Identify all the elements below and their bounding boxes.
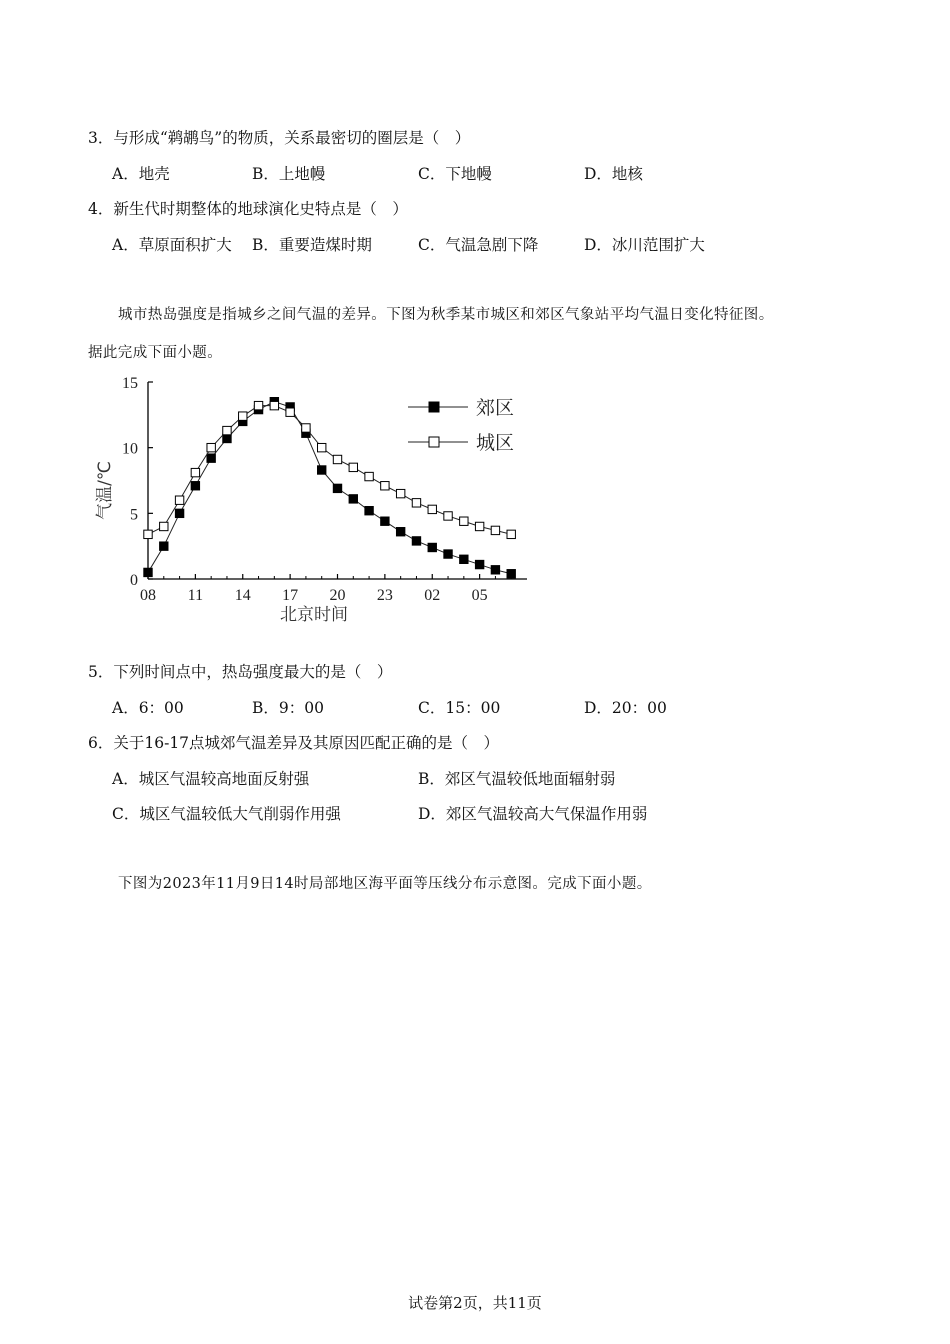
series-line-suburb [148, 402, 511, 574]
x-tick-label: 11 [187, 587, 204, 604]
q4-option-a[interactable]: A．草原面积扩大 [112, 236, 232, 254]
legend-label: 城区 [476, 432, 515, 454]
x-tick-label: 08 [140, 587, 156, 604]
x-axis-label: 北京时间 [280, 605, 348, 625]
urban-data-point [428, 505, 436, 513]
urban-data-point [475, 522, 483, 530]
suburb-data-point [491, 566, 499, 574]
urban-data-point [302, 424, 310, 432]
urban-data-point [270, 401, 278, 409]
suburb-data-point [396, 528, 404, 536]
suburb-data-point [507, 570, 515, 578]
suburb-data-point [160, 542, 168, 550]
suburb-data-point [223, 434, 231, 442]
question-4-stem: 4．新生代时期整体的地球演化史特点是（ ） [88, 200, 408, 218]
question-3-stem: 3．与形成“鹈鹕鸟”的物质，关系最密切的圈层是（ ） [88, 129, 471, 147]
y-tick-label: 0 [130, 572, 138, 589]
y-tick-label: 15 [122, 375, 138, 392]
urban-data-point [412, 499, 420, 507]
urban-data-point [144, 530, 152, 538]
intro-paragraph-line-1: 城市热岛强度是指城乡之间气温的差异。下图为秋季某市城区和郊区气象站平均气温日变化特征图。 [118, 307, 774, 323]
y-axis-label: 气温/℃ [95, 461, 115, 520]
urban-data-point [254, 401, 262, 409]
y-tick-label: 10 [122, 440, 138, 458]
suburb-data-point [318, 466, 326, 474]
suburb-data-point [428, 543, 436, 551]
x-tick-label: 17 [282, 587, 299, 604]
urban-data-point [349, 463, 357, 471]
urban-data-point [191, 468, 199, 476]
q3-option-a[interactable]: A．地壳 [112, 165, 170, 183]
x-tick-label: 20 [329, 587, 346, 604]
urban-data-point [491, 526, 499, 534]
urban-data-point [223, 426, 231, 434]
urban-data-point [507, 530, 515, 538]
suburb-data-point [381, 517, 389, 525]
series-line-urban [148, 406, 511, 535]
suburb-data-point [333, 484, 341, 492]
suburb-data-point [444, 550, 452, 558]
q6-option-b[interactable]: B．郊区气温较低地面辐射弱 [418, 770, 616, 788]
q6-option-d[interactable]: D．郊区气温较高大气保温作用弱 [418, 805, 648, 823]
urban-data-point [365, 472, 373, 480]
q5-option-c[interactable]: C．15：00 [418, 699, 501, 717]
urban-data-point [239, 412, 247, 420]
suburb-data-point [412, 537, 420, 545]
urban-data-point [396, 489, 404, 497]
q4-option-d[interactable]: D．冰川范围扩大 [584, 236, 705, 254]
q5-option-a[interactable]: A．6：00 [112, 699, 184, 717]
suburb-data-point [207, 454, 215, 462]
urban-data-point [460, 517, 468, 525]
legend-marker [429, 437, 439, 447]
urban-data-point [286, 408, 294, 416]
legend-label: 郊区 [476, 397, 515, 419]
suburb-data-point [144, 568, 152, 576]
temperature-line-chart [90, 368, 540, 630]
urban-data-point [175, 496, 183, 504]
x-tick-label: 14 [234, 587, 251, 604]
q5-option-d[interactable]: D．20：00 [584, 699, 667, 717]
question-5-stem: 5．下列时间点中，热岛强度最大的是（ ） [88, 663, 393, 681]
suburb-data-point [175, 509, 183, 517]
urban-data-point [444, 512, 452, 520]
q3-option-d[interactable]: D．地核 [584, 165, 643, 183]
suburb-data-point [349, 495, 357, 503]
urban-data-point [160, 522, 168, 530]
intro-paragraph-line-2: 据此完成下面小题。 [88, 345, 223, 361]
question-6-stem: 6．关于16-17点城郊气温差异及其原因匹配正确的是（ ） [88, 734, 500, 752]
q6-option-c[interactable]: C．城区气温较低大气削弱作用强 [112, 805, 341, 823]
q3-option-b[interactable]: B．上地幔 [252, 165, 326, 183]
urban-data-point [381, 482, 389, 490]
urban-data-point [207, 443, 215, 451]
q4-option-b[interactable]: B．重要造煤时期 [252, 236, 372, 254]
suburb-data-point [191, 482, 199, 490]
q6-option-a[interactable]: A．城区气温较高地面反射强 [112, 770, 310, 788]
urban-data-point [333, 455, 341, 463]
suburb-data-point [365, 507, 373, 515]
q5-option-b[interactable]: B．9：00 [252, 699, 324, 717]
suburb-data-point [475, 560, 483, 568]
x-tick-label: 02 [424, 587, 441, 604]
q4-option-c[interactable]: C．气温急剧下降 [418, 236, 539, 254]
page-footer: 试卷第2页，共11页 [408, 1294, 542, 1312]
suburb-data-point [460, 555, 468, 563]
intro-paragraph-2: 下图为2023年11月9日14时局部地区海平面等压线分布示意图。完成下面小题。 [118, 876, 652, 892]
x-tick-label: 23 [376, 587, 393, 604]
x-tick-label: 05 [471, 587, 488, 604]
legend-marker [429, 402, 439, 412]
y-tick-label: 5 [130, 506, 138, 524]
q3-option-c[interactable]: C．下地幔 [418, 165, 492, 183]
urban-data-point [318, 443, 326, 451]
